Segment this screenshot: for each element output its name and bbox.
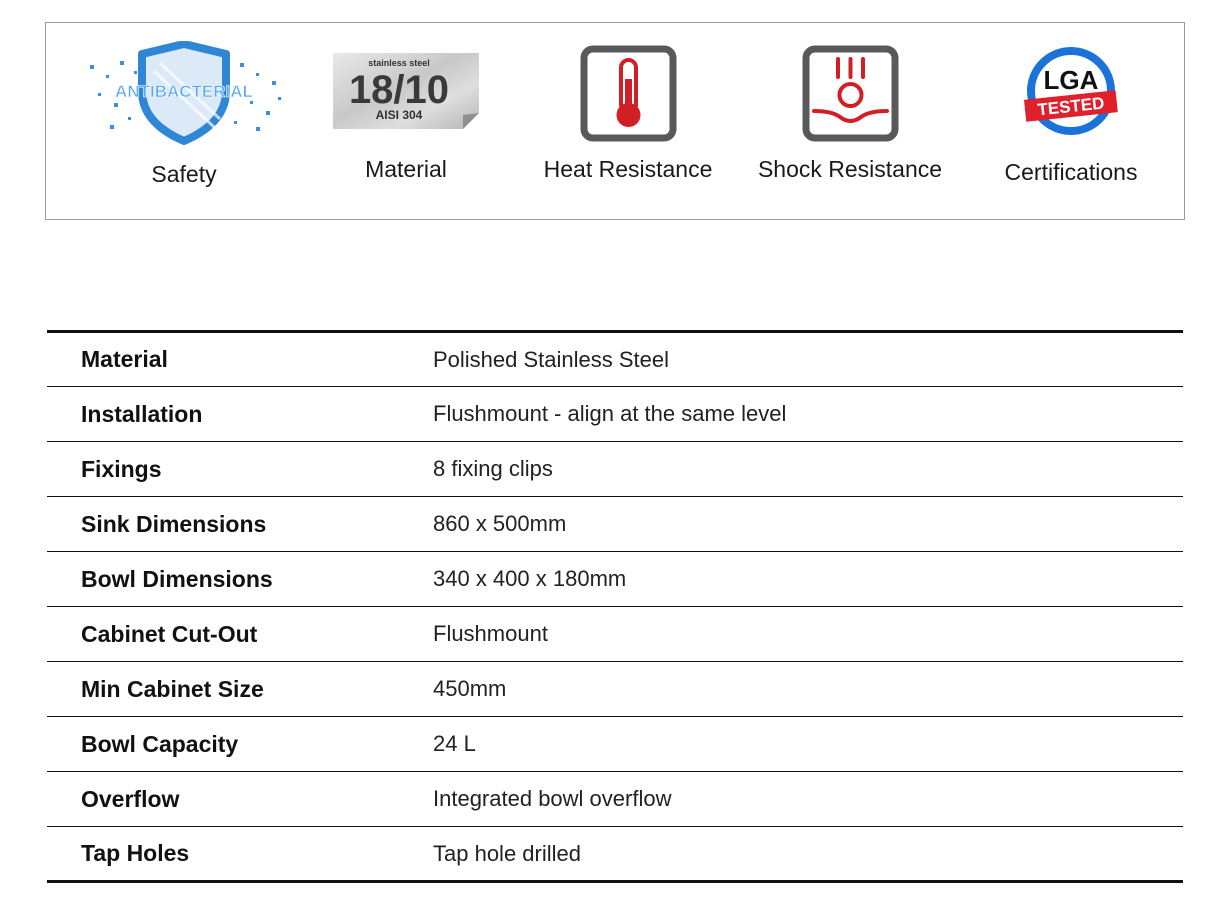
- specifications-table: [47, 330, 1183, 883]
- lga-text: LGA: [1043, 65, 1099, 95]
- shock-impact-icon: [802, 45, 899, 142]
- spec-key: Bowl Dimensions: [81, 565, 273, 592]
- spec-key: Installation: [81, 400, 203, 427]
- antibacterial-badge-text: ANTIBACTERIAL: [115, 82, 253, 101]
- table-row: [47, 662, 1183, 717]
- spec-value: 450mm: [433, 676, 507, 701]
- feature-label: Shock Resistance: [757, 156, 943, 182]
- thermometer-icon: [580, 45, 677, 142]
- table-row: [47, 717, 1183, 772]
- tested-text: TESTED: [1036, 93, 1106, 120]
- spec-value: 8 fixing clips: [433, 456, 553, 481]
- table-row: [47, 442, 1183, 497]
- table-row: [47, 607, 1183, 662]
- lga-tested-seal-icon: [1019, 47, 1123, 137]
- stainless-steel-badge-icon: [333, 53, 479, 129]
- feature-label: Heat Resistance: [543, 156, 713, 182]
- spec-value: Integrated bowl overflow: [433, 786, 672, 811]
- spec-value: 340 x 400 x 180mm: [433, 566, 627, 591]
- spec-value: Polished Stainless Steel: [433, 346, 670, 372]
- spec-key: Material: [81, 346, 168, 372]
- antibacterial-shield-icon: [84, 41, 284, 146]
- spec-value: Flushmount: [433, 621, 548, 646]
- feature-label: Safety: [151, 161, 217, 187]
- table-row: [47, 387, 1183, 442]
- spec-key: Cabinet Cut-Out: [81, 620, 258, 647]
- feature-icons-panel: [45, 22, 1185, 220]
- table-row: [47, 552, 1183, 607]
- feature-label: Material: [365, 156, 447, 182]
- table-row: [47, 827, 1183, 882]
- feature-shock-resistance: [739, 23, 961, 221]
- spec-value: Tap hole drilled: [433, 840, 581, 866]
- table-row: [47, 772, 1183, 827]
- table-row: [47, 497, 1183, 552]
- feature-label: Certifications: [1004, 159, 1138, 185]
- spec-key: Min Cabinet Size: [81, 675, 264, 702]
- spec-key: Overflow: [81, 785, 180, 812]
- badge-line-stainless: stainless steel: [368, 58, 430, 68]
- table-row: [47, 332, 1183, 387]
- spec-value: 860 x 500mm: [433, 511, 567, 536]
- feature-certifications: [960, 23, 1182, 221]
- spec-key: Sink Dimensions: [81, 510, 267, 537]
- feature-heat-resistance: [517, 23, 739, 221]
- spec-key: Fixings: [81, 455, 162, 482]
- spec-value: Flushmount - align at the same level: [433, 401, 787, 426]
- feature-material: [295, 23, 517, 221]
- badge-line-grade: 18/10: [348, 68, 450, 112]
- spec-key: Bowl Capacity: [81, 730, 239, 757]
- spec-value: 24 L: [433, 731, 476, 756]
- badge-line-aisi: AISI 304: [375, 108, 423, 122]
- spec-key: Tap Holes: [81, 840, 190, 866]
- feature-safety: [73, 23, 295, 221]
